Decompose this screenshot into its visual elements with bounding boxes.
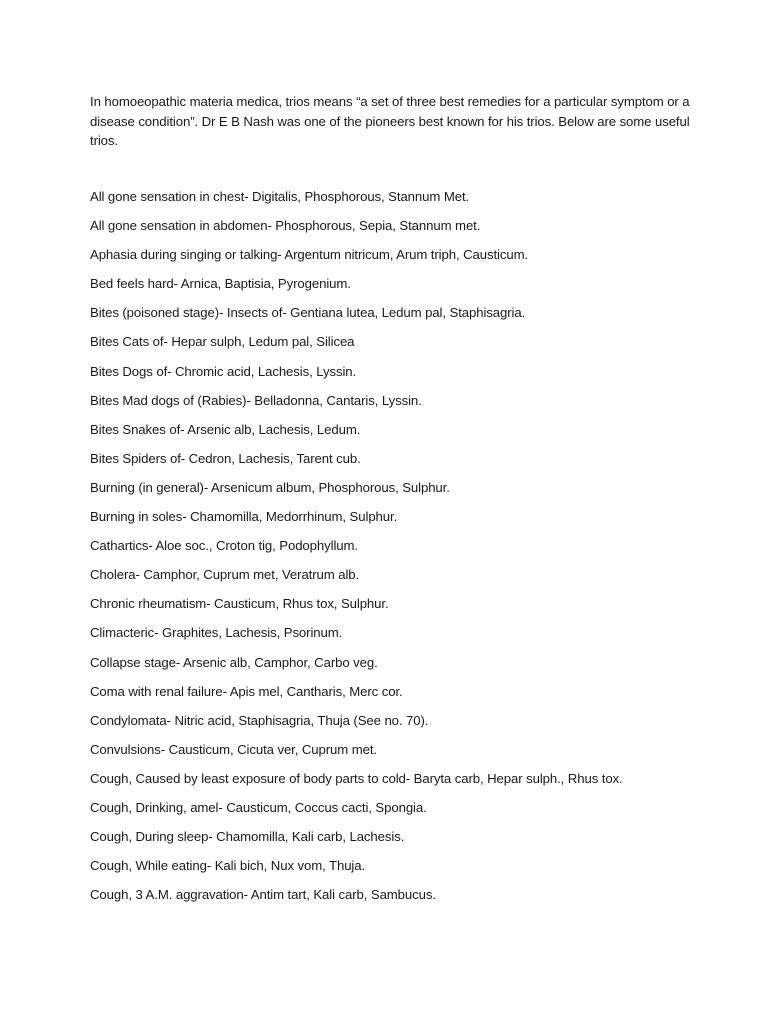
trio-list-item: Cough, During sleep- Chamomilla, Kali carb, Lachesis. [90, 829, 405, 845]
trio-list-item: Burning in soles- Chamomilla, Medorrhinum, Sulphur. [90, 509, 398, 525]
trio-list-item: Bites Spiders of- Cedron, Lachesis, Tarent cub. [90, 450, 361, 466]
trio-list [90, 187, 730, 914]
trio-list-item: Bites Cats of- Hepar sulph, Ledum pal, Silicea [90, 334, 355, 350]
trio-list-item: Collapse stage- Arsenic alb, Camphor, Carbo veg. [90, 654, 378, 670]
trio-list-item: Cough, Drinking, amel- Causticum, Coccus cacti, Spongia. [90, 799, 427, 815]
trio-list-item: Aphasia during singing or talking- Argentum nitricum, Arum triph, Causticum. [90, 247, 529, 263]
trio-list-item: Bites Dogs of- Chromic acid, Lachesis, Lyssin. [90, 363, 357, 379]
trio-list-item: All gone sensation in abdomen- Phosphorous, Sepia, Stannum met. [90, 218, 481, 234]
trio-list-item: Burning (in general)- Arsenicum album, Phosphorous, Sulphur. [90, 479, 450, 495]
trio-list-item: Bites Mad dogs of (Rabies)- Belladonna, Cantaris, Lyssin. [90, 392, 422, 408]
trio-list-item: Cough, 3 A.M. aggravation- Antim tart, Kali carb, Sambucus. [90, 887, 436, 903]
trio-list-item: Cough, While eating- Kali bich, Nux vom, Thuja. [90, 858, 366, 874]
trio-list-item: Chronic rheumatism- Causticum, Rhus tox, Sulphur. [90, 596, 389, 612]
trio-list-item: Coma with renal failure- Apis mel, Cantharis, Merc cor. [90, 683, 403, 699]
trio-list-item: Climacteric- Graphites, Lachesis, Psorinum. [90, 625, 343, 641]
intro-paragraph: In homoeopathic materia medica, trios means “a set of three best remedies for a particular symptom or a disease condition”. Dr E B Nash was one of the pioneers best known for his trios. Below are some useful trios. [90, 94, 690, 148]
trio-list-item: Bites Snakes of- Arsenic alb, Lachesis, Ledum. [90, 421, 361, 437]
trio-list-item: Cough, Caused by least exposure of body parts to cold- Baryta carb, Hepar sulph., Rhus tox. [90, 770, 623, 786]
trio-list-item: Cathartics- Aloe soc., Croton tig, Podophyllum. [90, 538, 358, 554]
trio-list-item: Cholera- Camphor, Cuprum met, Veratrum alb. [90, 567, 360, 583]
trio-list-item: All gone sensation in chest- Digitalis, Phosphorous, Stannum Met. [90, 189, 470, 204]
trio-list-item: Bites (poisoned stage)- Insects of- Gentiana lutea, Ledum pal, Staphisagria. [90, 305, 526, 321]
trio-list-item: Bed feels hard- Arnica, Baptisia, Pyrogenium. [90, 276, 351, 292]
trio-list-item: Convulsions- Causticum, Cicuta ver, Cuprum met. [90, 741, 377, 757]
trio-list-item: Condylomata- Nitric acid, Staphisagria, Thuja (See no. 70). [90, 712, 429, 728]
